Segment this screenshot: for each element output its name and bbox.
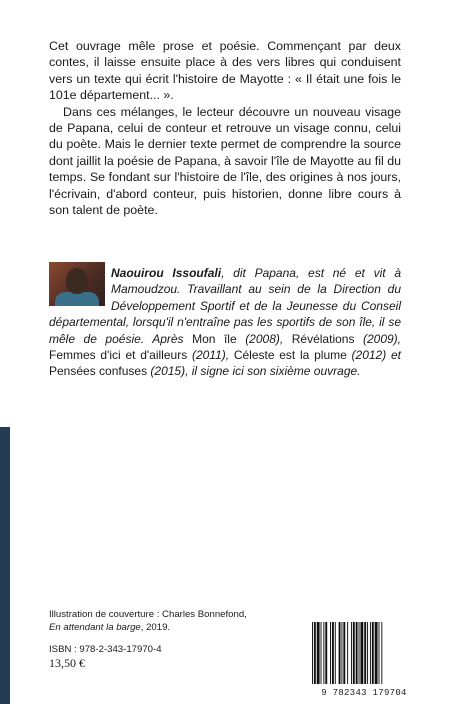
barcode-bar xyxy=(341,622,342,684)
barcode-bar xyxy=(375,622,378,684)
barcode-bar xyxy=(325,622,327,684)
blurb-paragraph-2: Dans ces mélanges, le lecteur découvre un nouveau visage de Papana, celui de conteur et retrouve un visage connu, celui du poète. Mais le dernier texte permet de comprendre la source dont jaillit la poésie de Papana, à savoir l'île de Mayotte au fil du temps. Se fondant sur l'histoire de l'île, des origines à nos jours, l'écrivain, d'abord conteur, puis historien, donne libre cours à son talent de poète. xyxy=(49,104,401,218)
barcode-bar xyxy=(321,622,322,684)
book-title: Céleste est la plume xyxy=(233,348,347,363)
barcode-bar xyxy=(359,622,360,684)
barcode-bar xyxy=(372,622,374,684)
book-title: Révélations xyxy=(291,331,355,346)
barcode-bar xyxy=(379,622,380,684)
barcode-bar xyxy=(312,622,313,684)
barcode-bar xyxy=(381,622,382,684)
barcode-bar xyxy=(364,622,366,684)
barcode-bar xyxy=(330,622,331,684)
barcode-bar xyxy=(353,622,355,684)
author-bio: Naouirou Issoufali, dit Papana, est né et vit à Mamoudzou. Travaillant au sein de la Direction du Développement Sportif et de la Jeunesse du Conseil départemental, lorsqu'il n'entraîne pas les sportifs de son île, il se mêle de poésie. Après Mon île (2008), Révélations (2009), Femmes d'ici et d'ailleurs (2011), Céleste est la plume (2012) et Pensées confuses (2015), il signe ici son sixième ouvrage. xyxy=(49,266,402,379)
artwork-title: En attendant la barge xyxy=(49,622,141,633)
back-cover-blurb xyxy=(49,38,401,218)
barcode xyxy=(310,622,418,684)
price: 13,50 € xyxy=(49,656,85,670)
isbn: ISBN : 978-2-343-17970-4 xyxy=(49,644,162,655)
barcode-bar xyxy=(367,622,368,684)
barcode-bar xyxy=(356,622,358,684)
barcode-bar xyxy=(332,622,334,684)
author-name: Naouirou Issoufali xyxy=(111,266,222,280)
barcode-bar xyxy=(317,622,320,684)
barcode-digits: 9 782343 179704 xyxy=(321,688,407,698)
barcode-bar xyxy=(343,622,345,684)
barcode-bar xyxy=(351,622,352,684)
barcode-bar xyxy=(370,622,371,684)
book-title: Mon île xyxy=(192,331,237,346)
book-title: Pensées confuses xyxy=(49,364,148,379)
barcode-bar xyxy=(347,622,348,684)
barcode-bar xyxy=(360,622,363,684)
barcode-bar xyxy=(323,622,324,684)
barcode-bar xyxy=(335,622,336,684)
cover-side-bar xyxy=(0,427,10,704)
barcode-bar xyxy=(314,622,316,684)
barcode-bar xyxy=(339,622,341,684)
cover-credit: Illustration de couverture : Charles Bonnefond, En attendant la barge, 2019. xyxy=(49,609,247,633)
book-title: Femmes d'ici et d'ailleurs xyxy=(49,348,188,363)
blurb-paragraph-1: Cet ouvrage mêle prose et poésie. Commençant par deux contes, il laisse ensuite place à des vers libres qui conduisent vers un texte qui écrit l'histoire de Mayotte : « Il était une fois le 101e département... ». xyxy=(49,39,401,103)
